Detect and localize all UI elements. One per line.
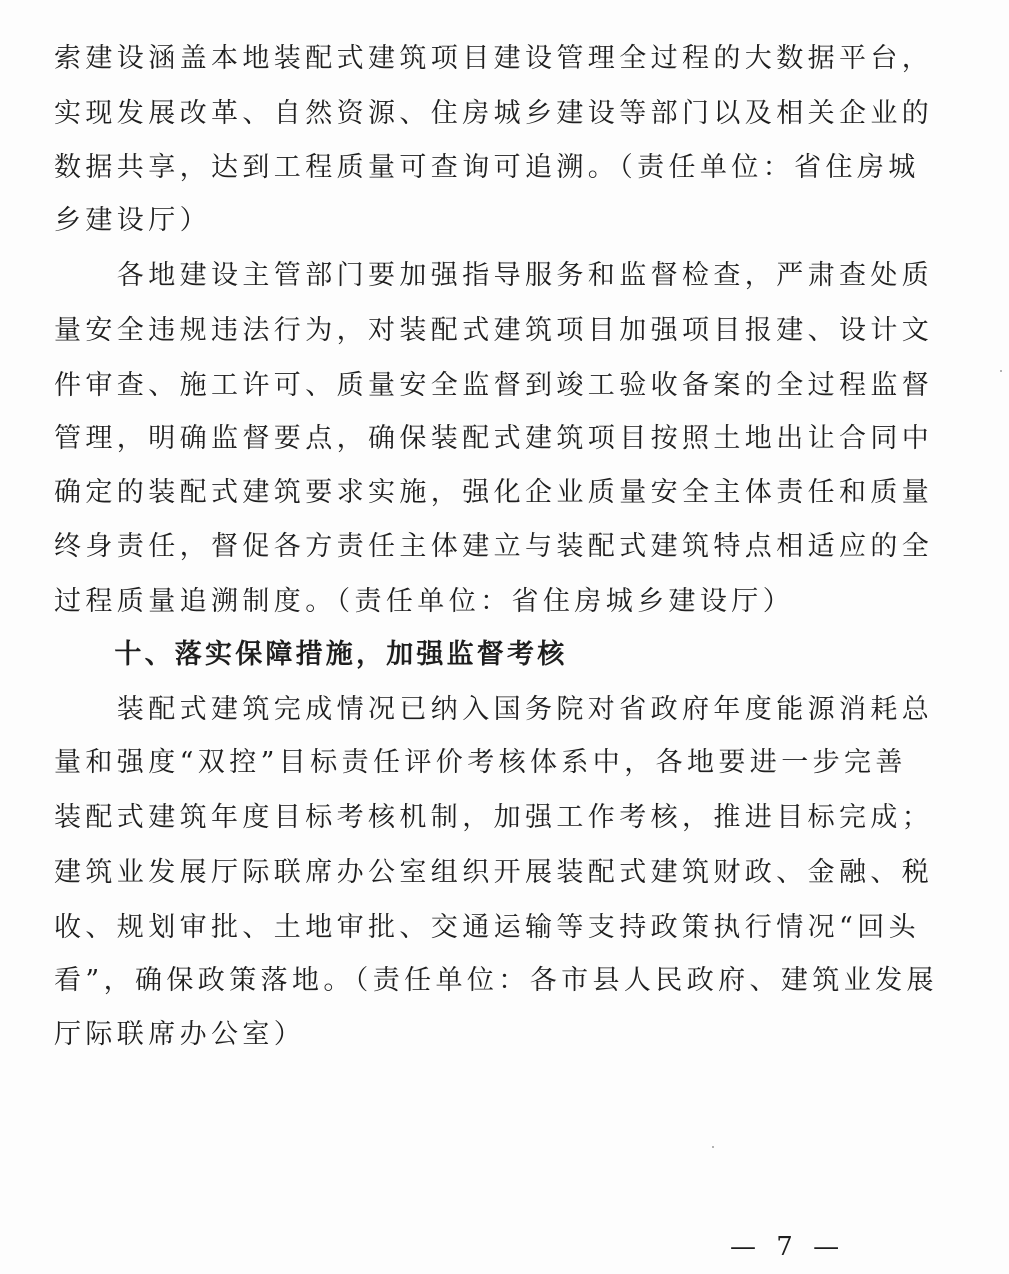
body-text-line: 看”，确保政策落地。（责任单位：各市县人民政府、建筑业发展 [54,965,938,996]
body-text-line: 收、规划审批、土地审批、交通运输等支持政策执行情况“回头 [54,912,921,943]
body-text-line: 装配式建筑完成情况已纳入国务院对省政府年度能源消耗总 [54,694,934,725]
body-text-line: 确定的装配式建筑要求实施，强化企业质量安全主体责任和质量 [54,477,934,508]
body-text-line: 乡建设厅） [54,205,211,236]
body-text-line: 各地建设主管部门要加强指导服务和监督检查，严肃查处质 [54,260,934,291]
body-text-line: 终身责任，督促各方责任主体建立与装配式建筑特点相适应的全 [54,531,934,562]
body-text-line: 量安全违规违法行为，对装配式建筑项目加强项目报建、设计文 [54,315,934,346]
body-text-line: 建筑业发展厅际联席办公室组织开展装配式建筑财政、金融、税 [54,857,934,888]
page-number: — 7 — [730,1232,846,1262]
body-text-line: 实现发展改革、自然资源、住房城乡建设等部门以及相关企业的 [54,98,934,129]
scan-speck [1000,370,1002,372]
body-text-line: 量和强度“双控”目标责任评价考核体系中，各地要进一步完善 [54,747,907,778]
body-text-line: 索建设涵盖本地装配式建筑项目建设管理全过程的大数据平台， [54,43,934,74]
body-text-line: 过程质量追溯制度。（责任单位：省住房城乡建设厅） [54,586,795,617]
body-text-line: 数据共享，达到工程质量可查询可追溯。（责任单位：省住房城 [54,152,920,183]
body-text-line: 装配式建筑年度目标考核机制，加强工作考核，推进目标完成； [54,802,934,833]
scan-speck [712,1146,714,1148]
body-text-line: 件审查、施工许可、质量安全监督到竣工验收备案的全过程监督 [54,370,934,401]
body-text-line: 管理，明确监督要点，确保装配式建筑项目按照土地出让合同中 [54,423,934,454]
section-heading: 十、落实保障措施，加强监督考核 [54,639,568,670]
body-text-line: 厅际联席办公室） [54,1019,306,1050]
